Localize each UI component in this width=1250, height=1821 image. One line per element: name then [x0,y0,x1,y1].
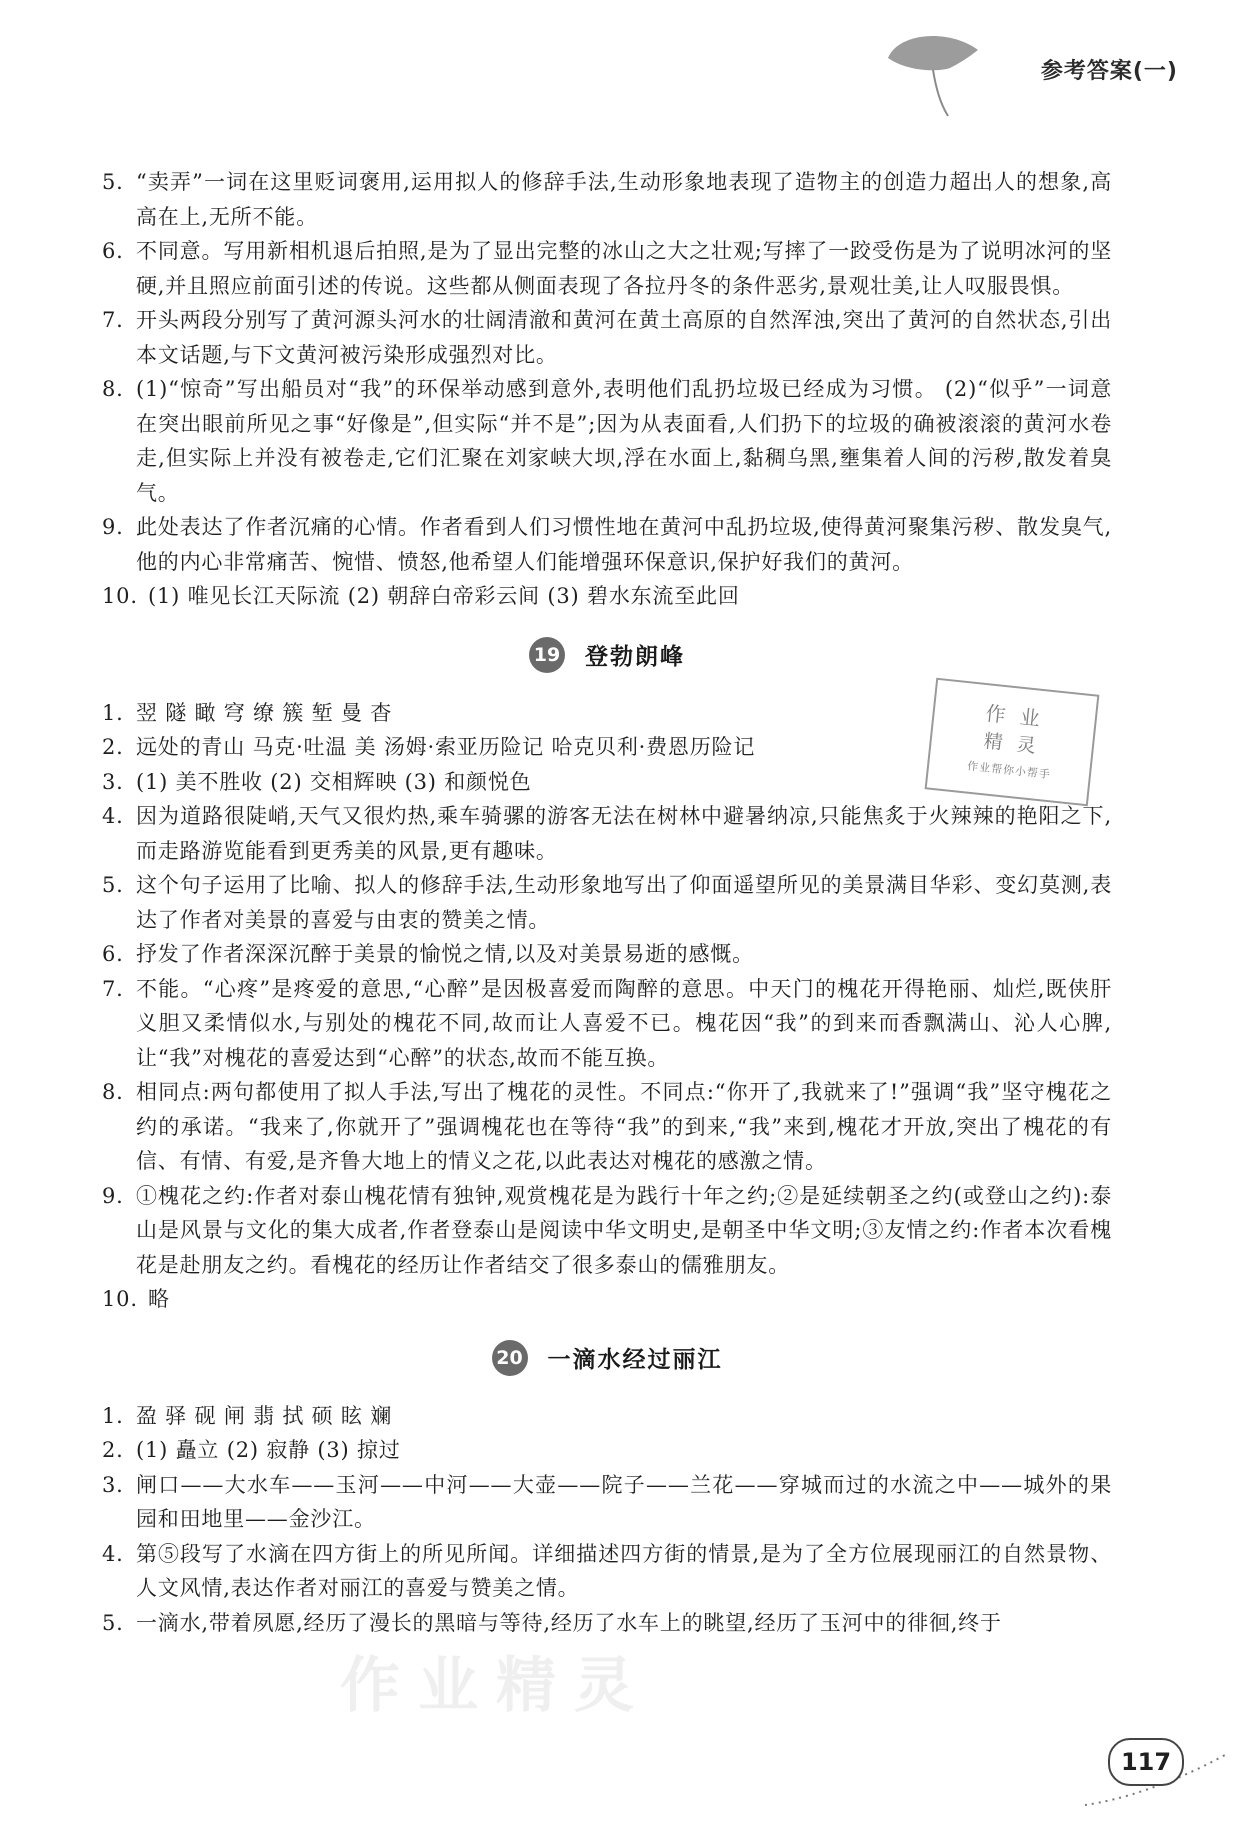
section-heading-20 [102,1317,1112,1399]
answer-item [102,1606,1112,1641]
answer-number: 5. [102,873,124,897]
answer-number: 3. [102,769,124,794]
answer-content [102,165,1112,1640]
answer-number: 9. [102,1183,124,1208]
answer-text: “卖弄”一词在这里贬词褒用,运用拟人的修辞手法,生动形象地表现了造物主的创造力超出人的想象,高高在上,无所不能。 [136,170,1112,229]
answer-item [102,937,1112,972]
answer-number: 9. [102,515,124,539]
answer-number: 5. [102,170,124,194]
answer-text: 翌 隧 瞰 穹 缭 簇 堑 曼 杳 [136,700,393,725]
answer-text: (1) 矗立 (2) 寂静 (3) 掠过 [136,1438,401,1462]
answer-text: 第⑤段写了水滴在四方街上的所见所闻。详细描述四方街的情景,是为了全方位展现丽江的自然景物、人文风情,表达作者对丽江的喜爱与赞美之情。 [136,1541,1112,1600]
answer-number: 10. [102,1287,138,1311]
answer-number: 2. [102,735,124,759]
answers-block-20 [102,1399,1112,1641]
stamp-line: 作 业 [984,701,1045,732]
ginkgo-leaf-icon [878,28,988,118]
answer-text: 略 [148,1287,170,1311]
stamp-logo [925,678,1100,807]
section-number-badge: 19 [529,637,565,673]
answer-text: 这个句子运用了比喻、拟人的修辞手法,生动形象地写出了仰面遥望所见的美景满目华彩、变幻莫测,表达了作者对美景的喜爱与由衷的赞美之情。 [136,873,1112,932]
answer-number: 8. [102,377,124,401]
answer-item [102,868,1112,937]
answer-item [102,234,1112,303]
answer-text: 抒发了作者深深沉醉于美景的愉悦之情,以及对美景易逝的感慨。 [136,942,754,966]
answer-item [102,372,1112,510]
section-title: 登勃朗峰 [585,644,685,670]
answer-item [102,1433,1112,1468]
answers-block-18 [102,165,1112,614]
answer-text: (1) 唯见长江天际流 (2) 朝辞白帝彩云间 (3) 碧水东流至此回 [148,584,740,608]
answer-item [102,799,1112,868]
answer-item [102,579,1112,614]
answer-item [102,972,1112,1076]
answer-number: 6. [102,942,124,966]
answer-text: 一滴水,带着夙愿,经历了漫长的黑暗与等待,经历了水车上的眺望,经历了玉河中的徘徊,终于 [136,1610,1002,1635]
answer-text: 相同点:两句都使用了拟人手法,写出了槐花的灵性。不同点:“你开了,我就来了!”强调“我”坚守槐花之约的承诺。“我来了,你就开了”强调槐花也在等待“我”的到来,“我”来到,槐花才开放,突出了槐花的有信、有情、有爱,是齐鲁大地上的情义之花,以此表达对槐花的感激之情。 [136,1080,1112,1173]
answer-number: 4. [102,1541,124,1566]
header-title: 参考答案(一) [1040,59,1178,84]
answer-text: 开头两段分别写了黄河源头河水的壮阔清澈和黄河在黄土高原的自然浑浊,突出了黄河的自然状态,引出本文话题,与下文黄河被污染形成强烈对比。 [136,308,1112,367]
answer-text: 不同意。写用新相机退后拍照,是为了显出完整的冰山之大之壮观;写摔了一跤受伤是为了说明冰河的坚硬,并且照应前面引述的传说。这些都从侧面表现了各拉丹冬的条件恶劣,景观壮美,让人叹服畏惧。 [136,239,1112,298]
answer-text: 盈 驿 砚 闸 翡 拭 硕 眩 斓 [136,1403,393,1428]
answer-text: ①槐花之约:作者对泰山槐花情有独钟,观赏槐花是为践行十年之约;②是延续朝圣之约(或登山之约):泰山是风景与文化的集大成者,作者登泰山是阅读中华文明史,是朝圣中华文明;③友情之约:作者本次看槐花是赴朋友之约。看槐花的经历让作者结交了很多泰山的儒雅朋友。 [136,1183,1112,1277]
answer-number: 10. [102,584,138,608]
answer-number: 7. [102,308,124,332]
answer-number: 5. [102,1610,124,1635]
answer-text: 闸口——大水车——玉河——中河——大壶——院子——兰花——穿城而过的水流之中——城外的果园和田地里——金沙江。 [136,1472,1112,1531]
stamp-line: 精 灵 [982,730,1041,758]
answer-item [102,1468,1112,1537]
answer-number: 4. [102,804,124,828]
answer-text: 远处的青山 马克·吐温 美 汤姆·索亚历险记 哈克贝利·费恩历险记 [136,735,756,759]
section-number-badge: 20 [492,1340,528,1376]
answer-text: 不能。“心疼”是疼爱的意思,“心醉”是因极喜爱而陶醉的意思。中天门的槐花开得艳丽、灿烂,既侠肝义胆又柔情似水,与别处的槐花不同,故而让人喜爱不已。槐花因“我”的到来而香飘满山、沁人心脾,让“我”对槐花的喜爱达到“心醉”的状态,故而不能互换。 [136,976,1112,1070]
answer-number: 1. [102,1403,124,1428]
answer-item [102,510,1112,579]
answer-text: (1) 美不胜收 (2) 交相辉映 (3) 和颜悦色 [136,769,532,794]
page-header [858,28,1178,108]
answer-number: 6. [102,239,124,263]
answer-number: 2. [102,1438,124,1462]
answer-number: 3. [102,1472,124,1497]
answer-text: 因为道路很陡峭,天气又很灼热,乘车骑骡的游客无法在树林中避暑纳凉,只能焦炙于火辣辣的艳阳之下,而走路游览能看到更秀美的风景,更有趣味。 [136,804,1112,863]
section-title: 一滴水经过丽江 [547,1347,723,1373]
answer-number: 1. [102,700,124,725]
answer-item [102,1399,1112,1434]
watermark: 作业精灵 [340,1651,652,1721]
answer-text: (1)“惊奇”写出船员对“我”的环保举动感到意外,表明他们乱扔垃圾已经成为习惯。 (2)“似乎”一词意在突出眼前所见之事“好像是”,但实际“并不是”;因为从表面看,人们扔下的垃圾的确被滚滚的黄河水卷走,但实际上并没有被卷走,它们汇聚在刘家峡大坝,浮在水面上,黏稠乌黑,壅集着人间的污秽,散发着臭气。 [136,377,1112,505]
page-number: 117 [1108,1738,1184,1786]
answer-item [102,1537,1112,1606]
answer-item [102,1179,1112,1283]
answer-number: 8. [102,1080,124,1104]
answer-item [102,303,1112,372]
answer-item [102,165,1112,234]
answer-item [102,1075,1112,1179]
stamp-line: 作业帮你小帮手 [966,759,1052,782]
answer-text: 此处表达了作者沉痛的心情。作者看到人们习惯性地在黄河中乱扔垃圾,使得黄河聚集污秽、散发臭气,他的内心非常痛苦、惋惜、愤怒,他希望人们能增强环保意识,保护好我们的黄河。 [136,515,1112,574]
answer-number: 7. [102,976,124,1001]
answer-item [102,1282,1112,1317]
